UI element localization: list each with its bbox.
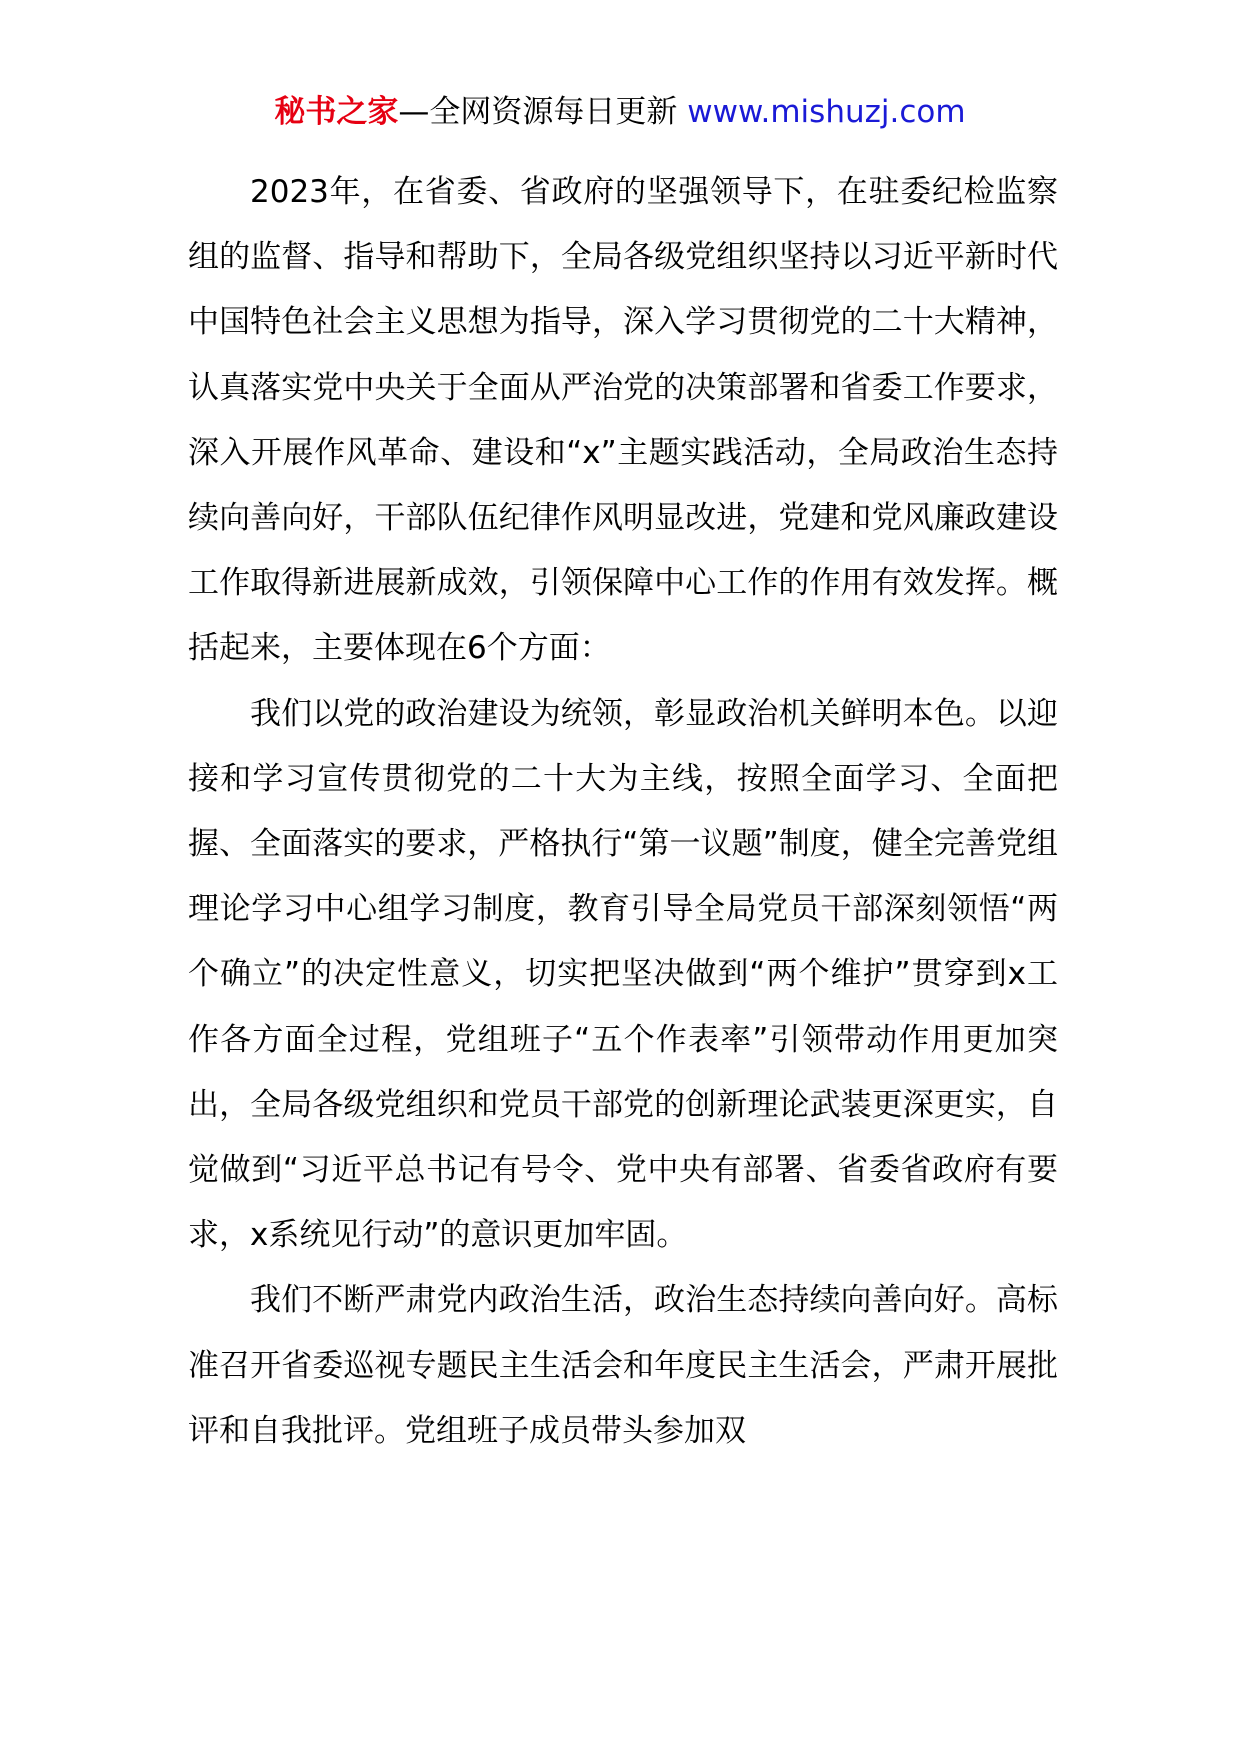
page-header <box>0 92 1240 132</box>
paragraph-political-life: 我们不断严肃党内政治生活，政治生态持续向善向好。高标准召开省委巡视专题民主生活会和年度民主生活会，严肃开展批评和自我批评。党组班子成员带头参加双 <box>188 1282 1058 1449</box>
paragraph-political-building: 我们以党的政治建设为统领，彰显政治机关鲜明本色。以迎接和学习宣传贯彻党的二十大为主线，按照全面学习、全面把握、全面落实的要求，严格执行“第一议题”制度，健全完善党组理论学习中心组学习制度，教育引导全局党员干部深刻领悟“两个确立”的决定性意义，切实把坚决做到“两个维护”贯穿到x工作各方面全过程，党组班子“五个作表率”引领带动作用更加突出，全局各级党组织和党员干部党的创新理论武装更深更实，自觉做到“习近平总书记有号令、党中央有部署、省委省政府有要求，x系统见行动”的意识更加牢固。 <box>188 695 1058 1254</box>
document-body <box>188 160 1058 1464</box>
paragraph-intro: 2023年，在省委、省政府的坚强领导下，在驻委纪检监察组的监督、指导和帮助下，全局各级党组织坚持以习近平新时代中国特色社会主义思想为指导，深入学习贯彻党的二十大精神，认真落实党中央关于全面从严治党的决策部署和省委工作要求，深入开展作风革命、建设和“x”主题实践活动，全局政治生态持续向善向好，干部队伍纪律作风明显改进，党建和党风廉政建设工作取得新进展新成效，引领保障中心工作的作用有效发挥。概括起来，主要体现在6个方面： <box>188 174 1058 667</box>
site-url-link[interactable]: www.mishuzj.com <box>687 94 966 130</box>
header-tagline: —全网资源每日更新 <box>398 94 678 130</box>
brand-name: 秘书之家 <box>274 94 399 130</box>
